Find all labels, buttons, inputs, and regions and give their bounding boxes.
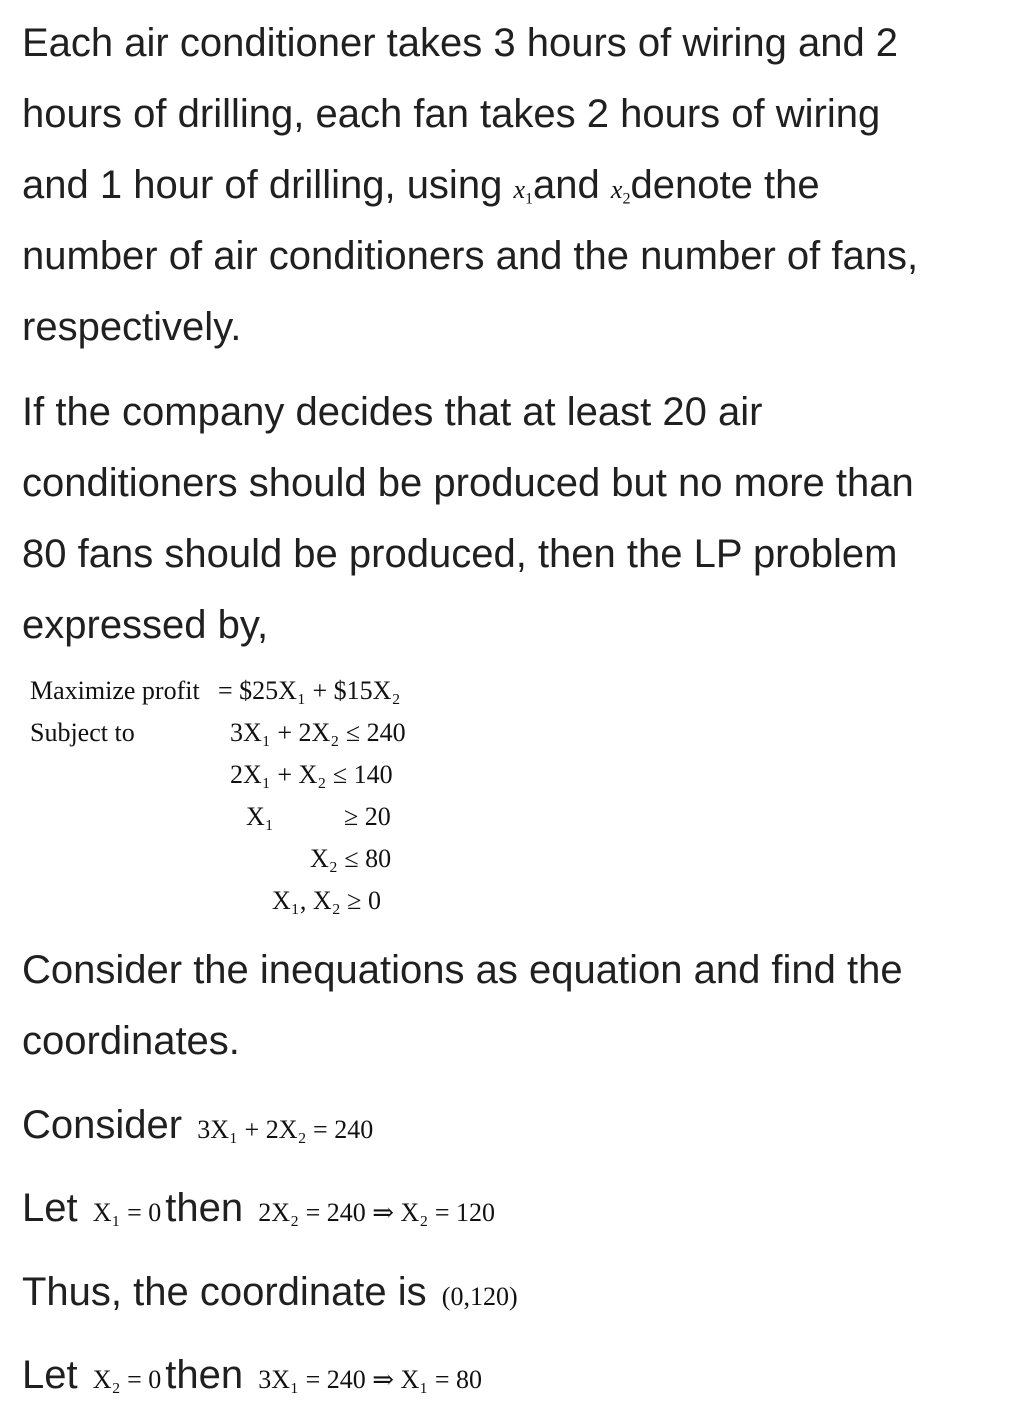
intro-line-4: number of air conditioners and the number of fans,	[22, 234, 919, 278]
step-4-text-b: then	[165, 1353, 244, 1397]
step-2-math-b: 2X₂ = 240 ⇒ X₂ = 120	[258, 1198, 496, 1227]
step-3-math: (0,120)	[441, 1282, 518, 1311]
step-2-math-a: X₁ = 0	[92, 1198, 162, 1227]
intro-line-5: respectively.	[22, 305, 242, 349]
consider-line-2: coordinates.	[22, 1019, 240, 1063]
step-consider-equation	[22, 1100, 377, 1155]
constraint-wiring: 3X₁ + 2X₂ ≤ 240	[230, 718, 406, 747]
condition-line-4: expressed by,	[22, 603, 269, 647]
step-coordinate-result	[22, 1267, 522, 1322]
var-x1-sub: 1	[524, 190, 534, 208]
step-let-x2-zero	[22, 1350, 486, 1405]
constraint-fan-max: X₂ ≤ 80	[310, 844, 392, 873]
constraint-ac-min-var: X₁	[246, 802, 274, 831]
condition-line-2: conditioners should be produced but no more than	[22, 461, 914, 505]
condition-line-1: If the company decides that at least 20 air	[22, 390, 763, 434]
intro-line-3-c: denote the	[630, 163, 820, 207]
objective-label: Maximize profit	[30, 676, 200, 705]
step-1-math: 3X₁ + 2X₂ = 240	[197, 1115, 374, 1144]
constraint-nonnegativity: X₁, X₂ ≥ 0	[272, 886, 381, 915]
step-3-text: Thus, the coordinate is	[22, 1270, 427, 1314]
var-x2-sub: 2	[622, 190, 631, 208]
intro-paragraph	[22, 8, 1022, 363]
step-1-text: Consider	[22, 1103, 183, 1147]
step-2-text-a: Let	[22, 1186, 78, 1230]
constraint-drilling: 2X₁ + X₂ ≤ 140	[230, 760, 393, 789]
condition-line-3: 80 fans should be produced, then the LP problem	[22, 532, 898, 576]
intro-line-2: hours of drilling, each fan takes 2 hours of wiring	[22, 92, 881, 136]
step-4-text-a: Let	[22, 1353, 78, 1397]
constraint-ac-min-relation: ≥ 20	[344, 802, 391, 831]
intro-line-3-b: and	[533, 163, 611, 207]
subject-to-label: Subject to	[30, 718, 135, 747]
step-2-text-b: then	[165, 1186, 244, 1230]
var-x2-letter: x	[610, 175, 623, 204]
condition-paragraph	[22, 377, 1022, 661]
step-let-x1-zero	[22, 1183, 499, 1238]
var-x1-letter: x	[513, 175, 525, 204]
step-4-math-a: X₂ = 0	[92, 1365, 162, 1394]
objective-expression: = $25X₁ + $15X₂	[218, 676, 401, 705]
consider-line-1: Consider the inequations as equation and find the	[22, 948, 903, 992]
intro-line-3-a: and 1 hour of drilling, using	[22, 163, 514, 207]
intro-line-3	[22, 150, 1022, 221]
consider-paragraph	[22, 935, 1022, 1077]
var-x2	[610, 175, 631, 208]
var-x1	[513, 175, 534, 208]
lp-formulation	[30, 672, 590, 942]
step-4-math-b: 3X₁ = 240 ⇒ X₁ = 80	[258, 1365, 483, 1394]
intro-line-1: Each air conditioner takes 3 hours of wiring and 2	[22, 21, 899, 65]
